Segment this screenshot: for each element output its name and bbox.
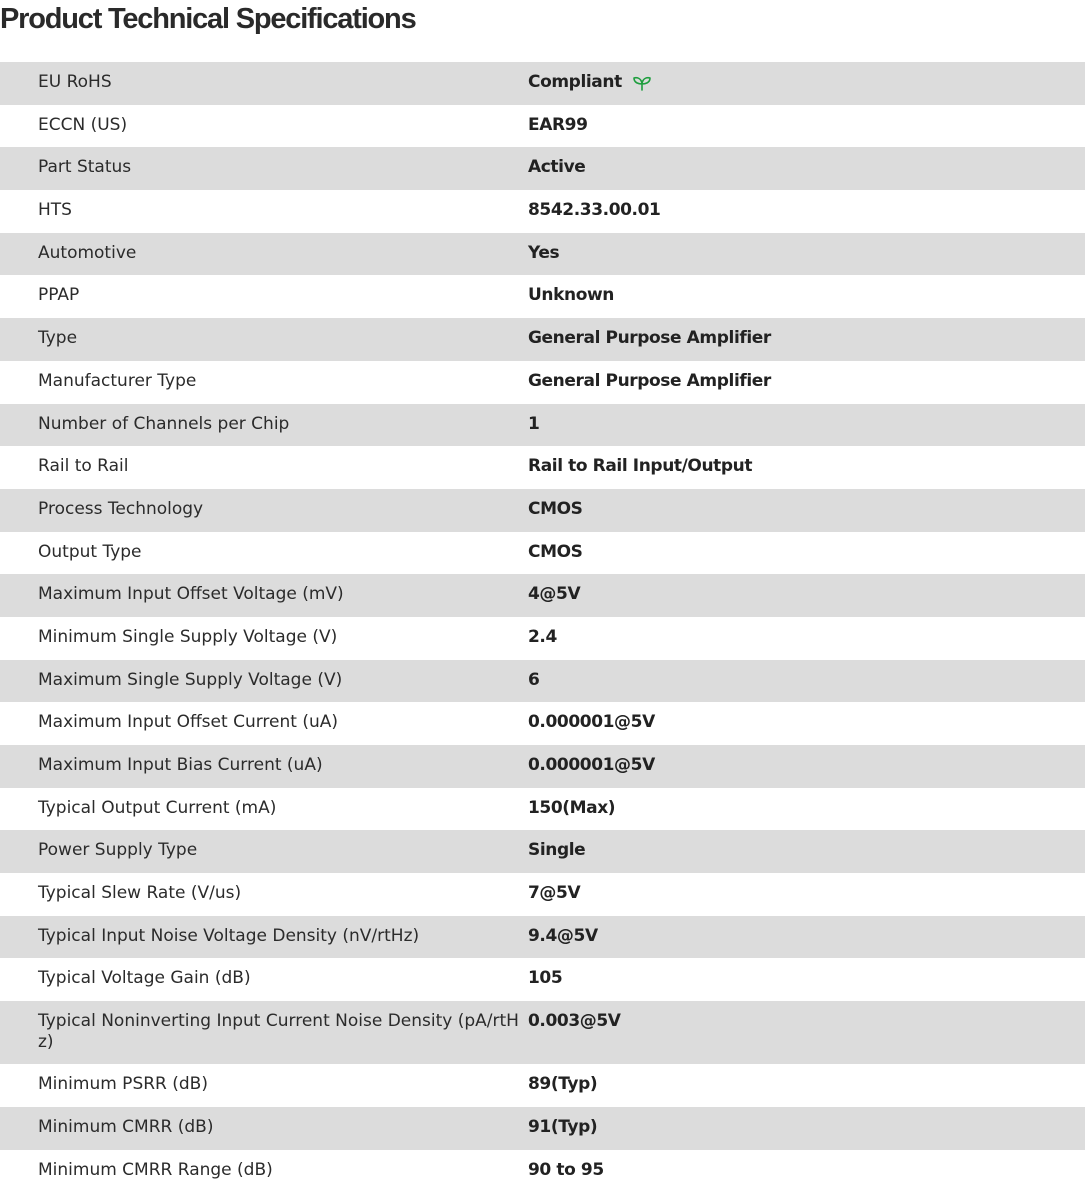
spec-row xyxy=(0,446,1085,489)
spec-value-text: EAR99 xyxy=(528,115,588,136)
spec-row xyxy=(0,916,1085,959)
spec-label: Minimum PSRR (dB) xyxy=(0,1074,528,1095)
spec-value xyxy=(528,371,1085,392)
spec-value-text: 4@5V xyxy=(528,584,580,605)
spec-value xyxy=(528,1117,1085,1138)
spec-value-text: Active xyxy=(528,157,585,178)
spec-value xyxy=(528,840,1085,861)
spec-value xyxy=(528,627,1085,648)
spec-label: Part Status xyxy=(0,157,528,178)
spec-row xyxy=(0,318,1085,361)
spec-value-text: Single xyxy=(528,840,585,861)
spec-label: Type xyxy=(0,328,528,349)
spec-row xyxy=(0,532,1085,575)
spec-value xyxy=(528,798,1085,819)
spec-row xyxy=(0,190,1085,233)
spec-value xyxy=(528,968,1085,989)
spec-row xyxy=(0,105,1085,148)
spec-value-text: 7@5V xyxy=(528,883,580,904)
spec-value-text: 9.4@5V xyxy=(528,926,598,947)
spec-value xyxy=(528,72,1085,93)
spec-value-text: 90 to 95 xyxy=(528,1160,604,1181)
spec-label: PPAP xyxy=(0,285,528,306)
spec-label: Maximum Input Bias Current (uA) xyxy=(0,755,528,776)
spec-value-text: Yes xyxy=(528,243,559,264)
spec-value-text: 1 xyxy=(528,414,539,435)
spec-value-text: CMOS xyxy=(528,542,583,563)
spec-label: Manufacturer Type xyxy=(0,371,528,392)
spec-row xyxy=(0,404,1085,447)
spec-row xyxy=(0,275,1085,318)
spec-value-text: 150(Max) xyxy=(528,798,615,819)
spec-value-text: 89(Typ) xyxy=(528,1074,597,1095)
spec-value-text: Rail to Rail Input/Output xyxy=(528,456,752,477)
spec-value-text: Compliant xyxy=(528,72,622,93)
spec-label: Output Type xyxy=(0,542,528,563)
spec-row xyxy=(0,1150,1085,1192)
spec-value-text: 2.4 xyxy=(528,627,557,648)
spec-value xyxy=(528,243,1085,264)
spec-row xyxy=(0,147,1085,190)
spec-row xyxy=(0,361,1085,404)
spec-value xyxy=(528,157,1085,178)
spec-row xyxy=(0,873,1085,916)
spec-label: Maximum Single Supply Voltage (V) xyxy=(0,670,528,691)
spec-value-text: 6 xyxy=(528,670,539,691)
spec-value-text: 0.003@5V xyxy=(528,1011,621,1032)
spec-label: Minimum Single Supply Voltage (V) xyxy=(0,627,528,648)
spec-table xyxy=(0,62,1085,1192)
spec-label: Maximum Input Offset Voltage (mV) xyxy=(0,584,528,605)
spec-row xyxy=(0,1107,1085,1150)
leaf-icon xyxy=(632,75,652,91)
spec-row xyxy=(0,745,1085,788)
spec-value-text: 91(Typ) xyxy=(528,1117,597,1138)
spec-label: Number of Channels per Chip xyxy=(0,414,528,435)
spec-value xyxy=(528,670,1085,691)
spec-row xyxy=(0,788,1085,831)
spec-value-text: Unknown xyxy=(528,285,614,306)
spec-value xyxy=(528,755,1085,776)
spec-row xyxy=(0,574,1085,617)
spec-value-text: 8542.33.00.01 xyxy=(528,200,660,221)
spec-label: Typical Slew Rate (V/us) xyxy=(0,883,528,904)
spec-value-text: CMOS xyxy=(528,499,583,520)
spec-label: Automotive xyxy=(0,243,528,264)
spec-value-text: 0.000001@5V xyxy=(528,712,655,733)
spec-value xyxy=(528,1011,1085,1032)
spec-label: Typical Output Current (mA) xyxy=(0,798,528,819)
spec-label: Minimum CMRR (dB) xyxy=(0,1117,528,1138)
spec-row xyxy=(0,1001,1085,1064)
spec-value xyxy=(528,328,1085,349)
spec-value-text: 0.000001@5V xyxy=(528,755,655,776)
page-title: Product Technical Specifications xyxy=(0,0,416,38)
spec-label: ECCN (US) xyxy=(0,115,528,136)
spec-value xyxy=(528,542,1085,563)
spec-label: Typical Noninverting Input Current Noise Density (pA/rtHz) xyxy=(0,1011,528,1053)
spec-value xyxy=(528,499,1085,520)
spec-value xyxy=(528,1160,1085,1181)
spec-value xyxy=(528,712,1085,733)
spec-label: Maximum Input Offset Current (uA) xyxy=(0,712,528,733)
spec-label: Minimum CMRR Range (dB) xyxy=(0,1160,528,1181)
spec-value xyxy=(528,1074,1085,1095)
spec-label: Typical Input Noise Voltage Density (nV/rtHz) xyxy=(0,926,528,947)
spec-value xyxy=(528,285,1085,306)
spec-label: Process Technology xyxy=(0,499,528,520)
spec-value xyxy=(528,115,1085,136)
spec-value xyxy=(528,584,1085,605)
spec-row xyxy=(0,617,1085,660)
spec-label: Rail to Rail xyxy=(0,456,528,477)
spec-row xyxy=(0,233,1085,276)
spec-label: EU RoHS xyxy=(0,72,528,93)
spec-value-text: 105 xyxy=(528,968,562,989)
spec-label: Power Supply Type xyxy=(0,840,528,861)
spec-row xyxy=(0,660,1085,703)
spec-label: Typical Voltage Gain (dB) xyxy=(0,968,528,989)
spec-value-text: General Purpose Amplifier xyxy=(528,328,771,349)
spec-row xyxy=(0,489,1085,532)
spec-value-text: General Purpose Amplifier xyxy=(528,371,771,392)
spec-row xyxy=(0,62,1085,105)
spec-row xyxy=(0,958,1085,1001)
spec-label: HTS xyxy=(0,200,528,221)
spec-value xyxy=(528,883,1085,904)
spec-row xyxy=(0,702,1085,745)
spec-row xyxy=(0,830,1085,873)
spec-value xyxy=(528,414,1085,435)
spec-value xyxy=(528,200,1085,221)
spec-row xyxy=(0,1064,1085,1107)
spec-value xyxy=(528,926,1085,947)
spec-value xyxy=(528,456,1085,477)
